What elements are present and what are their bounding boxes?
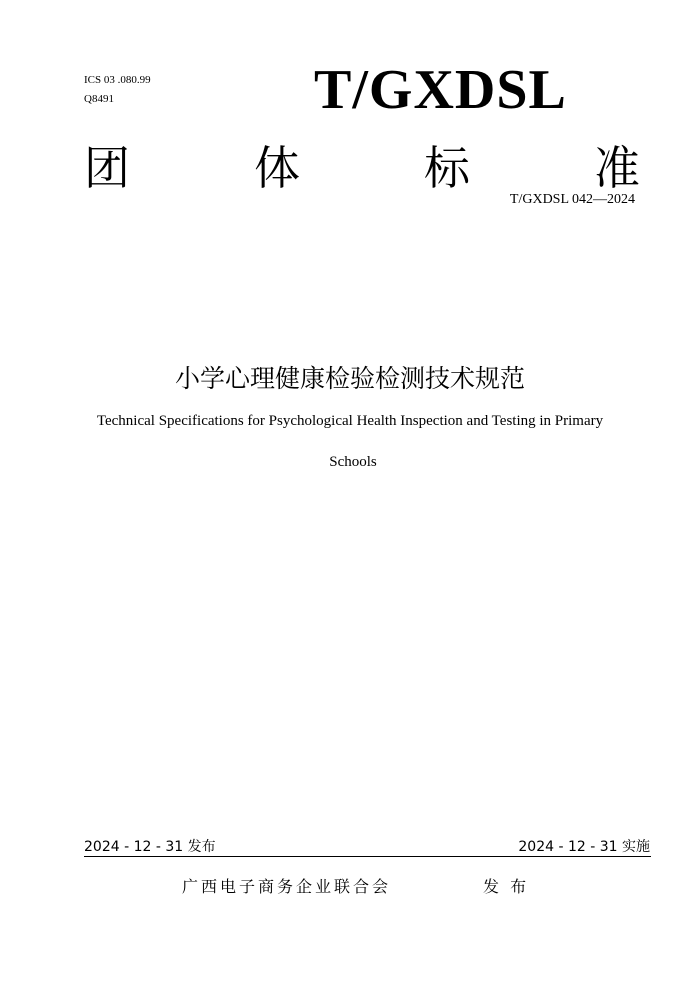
title-english-line-1: Technical Specifications for Psychological Health Inspection and Testing in Primary bbox=[96, 413, 604, 429]
document-type-char: 体 bbox=[254, 141, 300, 195]
org-code-logo: T/GXDSL bbox=[314, 59, 567, 121]
document-type-char: 标 bbox=[424, 141, 470, 195]
title-english-line-2: Schools bbox=[329, 454, 377, 470]
implementation-date: 2024 - 12 - 31 实施 bbox=[518, 839, 650, 855]
date-divider bbox=[84, 856, 651, 857]
classification-code: Q8491 bbox=[84, 93, 114, 105]
document-type bbox=[84, 140, 640, 196]
publisher-name: 广西电子商务企业联合会 bbox=[182, 877, 392, 896]
standard-number: T/GXDSL 042—2024 bbox=[509, 192, 635, 207]
issue-date: 2024 - 12 - 31 发布 bbox=[84, 839, 216, 855]
title-chinese: 小学心理健康检验检测技术规范 bbox=[174, 364, 525, 393]
document-type-char: 准 bbox=[594, 141, 640, 195]
ics-code: ICS 03 .080.99 bbox=[84, 74, 151, 86]
document-type-char: 团 bbox=[84, 141, 130, 195]
publish-label: 发 布 bbox=[483, 877, 530, 896]
